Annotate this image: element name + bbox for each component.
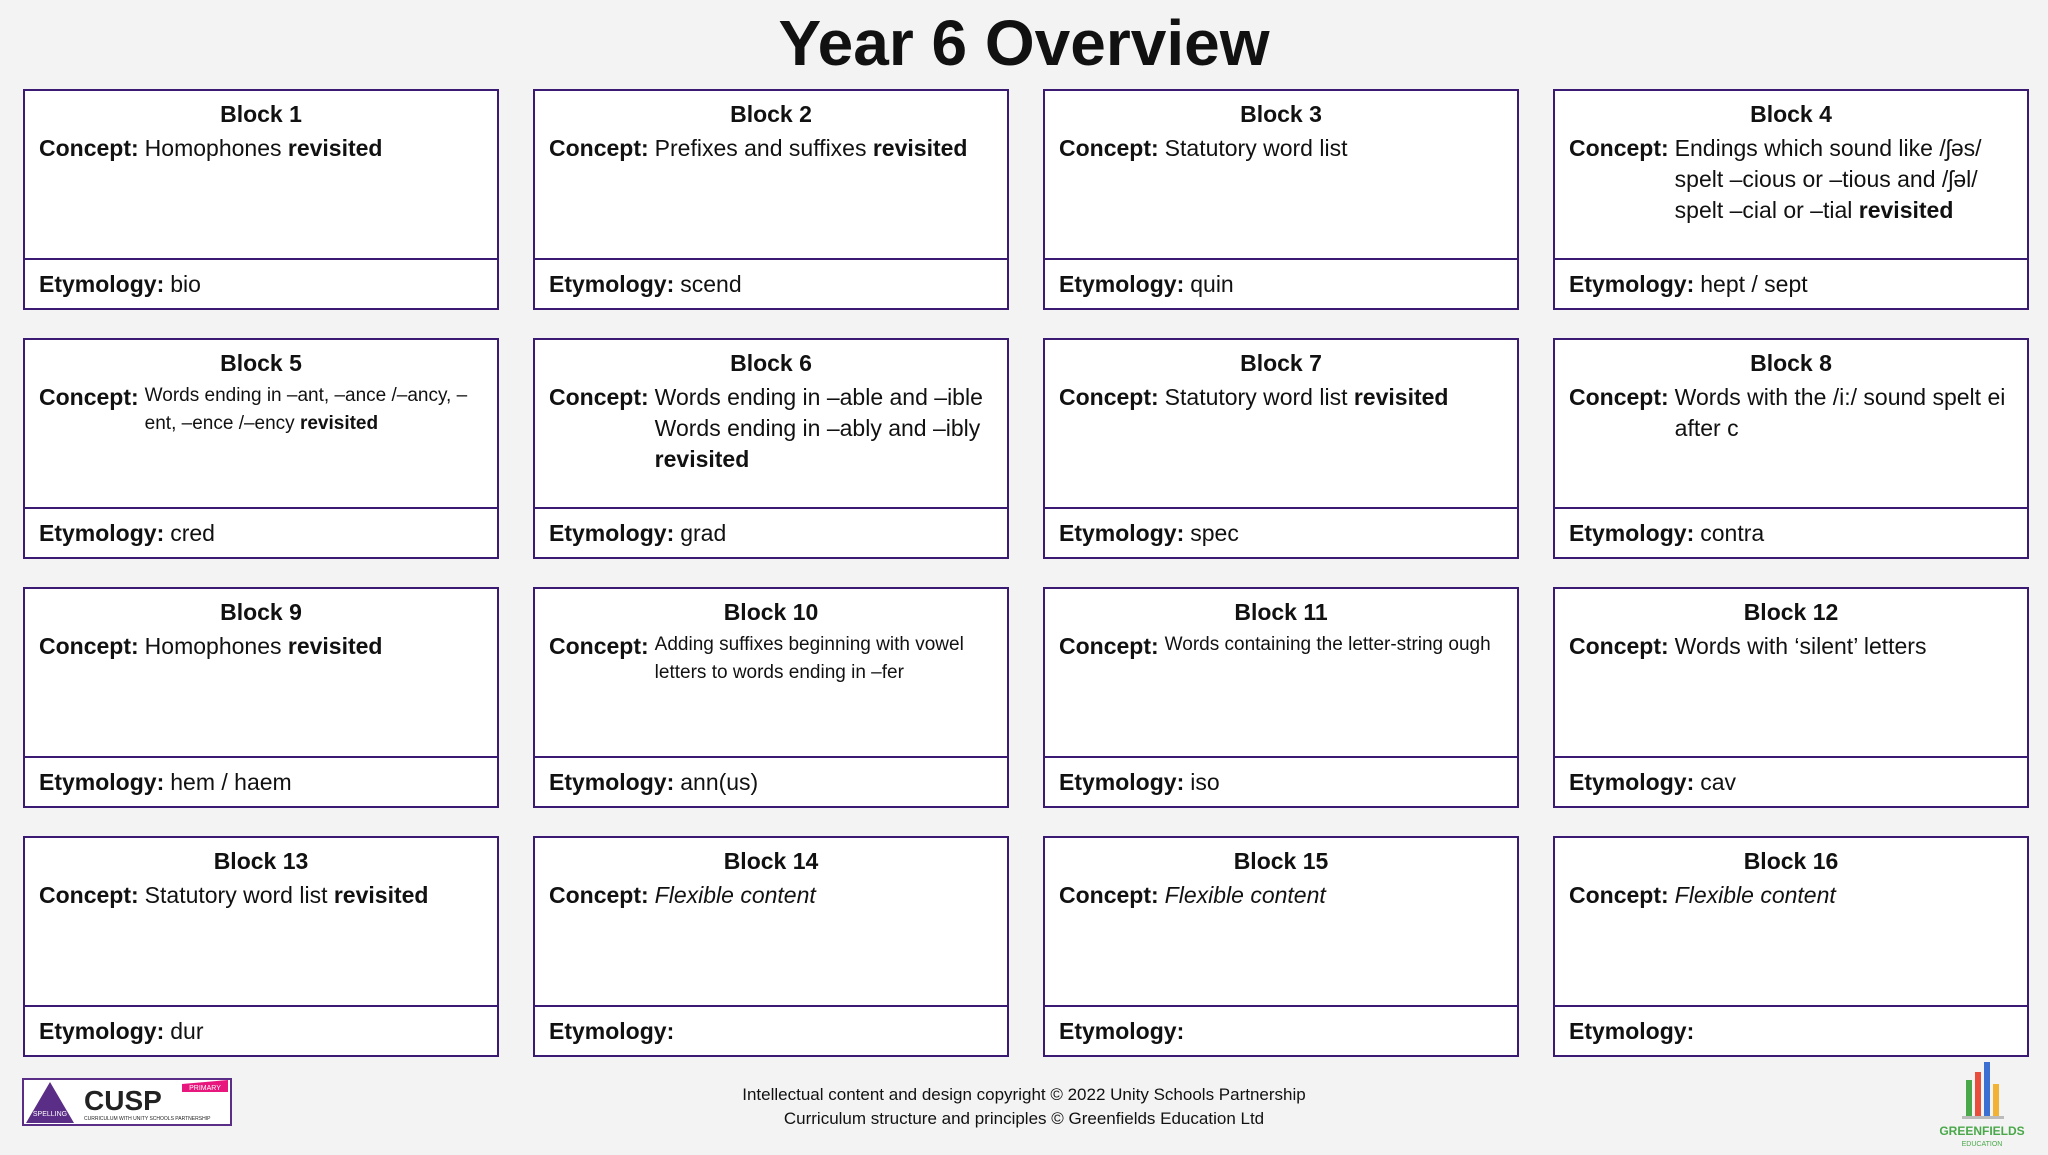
concept-text: Homophones revisited: [144, 135, 383, 161]
blocks-grid: [23, 89, 2029, 1057]
block-card: [1553, 587, 2029, 808]
block-card: [23, 587, 499, 808]
block-card: [533, 89, 1009, 310]
etymology-row: [1045, 258, 1517, 308]
footer: [0, 1083, 2048, 1131]
block-title: Block 14: [723, 848, 819, 874]
concept-label: Concept:: [549, 633, 649, 659]
etymology-row: [535, 258, 1007, 308]
etymology-label: Etymology:: [1059, 1017, 1185, 1044]
etymology-label: Etymology:: [549, 270, 675, 297]
etymology-label: Etymology:: [1569, 519, 1695, 546]
concept-text: Flexible content: [1674, 882, 1836, 908]
concept-text: Words containing the letter-string ough: [1164, 634, 1491, 655]
concept-row: [39, 880, 483, 911]
concept-text: Statutory word list revisited: [1164, 384, 1449, 410]
etymology-value: bio: [170, 270, 201, 297]
concept-text: Prefixes and suffixes revisited: [654, 135, 968, 161]
etymology-value: dur: [170, 1017, 204, 1044]
block-title: Block 10: [723, 599, 819, 625]
etymology-value: iso: [1190, 768, 1220, 795]
concept-label: Concept:: [1059, 882, 1159, 908]
block-card: [533, 587, 1009, 808]
etymology-row: [535, 507, 1007, 557]
concept-label: Concept:: [39, 135, 139, 161]
etymology-value: scend: [680, 270, 742, 297]
etymology-label: Etymology:: [549, 1017, 675, 1044]
concept-text: Statutory word list: [1164, 135, 1348, 161]
concept-row: [1059, 382, 1503, 413]
etymology-label: Etymology:: [1569, 270, 1695, 297]
concept-text: Words with the /i:/ sound spelt ei after c: [1674, 384, 2006, 441]
concept-row: [549, 880, 993, 911]
block-card: [533, 338, 1009, 559]
cusp-badge: PRIMARY: [189, 1085, 221, 1092]
etymology-label: Etymology:: [549, 519, 675, 546]
concept-row: [1569, 880, 2013, 911]
greenfields-sub: EDUCATION: [1961, 1141, 2003, 1148]
copyright-line-1: Intellectual content and design copyright © 2022 Unity Schools Partnership: [742, 1085, 1306, 1104]
concept-text: Adding suffixes beginning with vowel letters to words ending in –fer: [654, 634, 964, 683]
concept-row: [549, 133, 993, 164]
etymology-row: [1045, 1005, 1517, 1055]
block-title: Block 3: [1240, 101, 1322, 127]
block-card: [1553, 89, 2029, 310]
etymology-value: contra: [1700, 519, 1765, 546]
block-card: [23, 836, 499, 1057]
block-title: Block 2: [730, 101, 812, 127]
etymology-row: [1555, 258, 2027, 308]
cusp-logo-sub: CURRICULUM WITH UNITY SCHOOLS PARTNERSHIP: [84, 1116, 211, 1122]
etymology-value: hept / sept: [1700, 270, 1808, 297]
block-card: [1043, 587, 1519, 808]
page-title: Year 6 Overview: [778, 7, 1270, 79]
cusp-tag: SPELLING: [32, 1111, 68, 1118]
cusp-logo-text: CUSP: [84, 1085, 162, 1116]
concept-label: Concept:: [39, 633, 139, 659]
concept-text: Homophones revisited: [144, 633, 383, 659]
etymology-value: spec: [1190, 519, 1239, 546]
etymology-label: Etymology:: [39, 519, 165, 546]
block-title: Block 1: [220, 101, 302, 127]
block-card: [1553, 836, 2029, 1057]
block-card: [23, 89, 499, 310]
concept-text: Words with ‘silent’ letters: [1674, 633, 1927, 659]
block-title: Block 9: [220, 599, 302, 625]
concept-label: Concept:: [1059, 633, 1159, 659]
concept-row: [1569, 631, 2013, 662]
concept-label: Concept:: [1569, 135, 1669, 161]
block-title: Block 16: [1743, 848, 1839, 874]
block-title: Block 7: [1240, 350, 1322, 376]
block-card: [1043, 338, 1519, 559]
block-card: [1043, 836, 1519, 1057]
etymology-row: [1555, 507, 2027, 557]
block-card: [23, 338, 499, 559]
concept-label: Concept:: [1059, 384, 1159, 410]
etymology-label: Etymology:: [1059, 519, 1185, 546]
etymology-label: Etymology:: [1059, 768, 1185, 795]
block-title: Block 13: [213, 848, 309, 874]
block-card: [1043, 89, 1519, 310]
etymology-row: [25, 507, 497, 557]
etymology-label: Etymology:: [39, 1017, 165, 1044]
etymology-row: [1045, 756, 1517, 806]
concept-text: Flexible content: [654, 882, 816, 908]
etymology-label: Etymology:: [1569, 1017, 1695, 1044]
concept-label: Concept:: [1569, 882, 1669, 908]
concept-text: Words ending in –ant, –ance /–ancy, –ent, –ence /–ency revisited: [144, 385, 468, 434]
block-title: Block 8: [1750, 350, 1832, 376]
block-title: Block 11: [1234, 599, 1328, 625]
block-title: Block 4: [1750, 101, 1832, 127]
concept-text: Endings which sound like /ʃəs/ spelt –cious or –tious and /ʃəl/ spelt –cial or –tial revisited: [1674, 135, 1982, 223]
etymology-row: [535, 756, 1007, 806]
concept-label: Concept:: [549, 882, 649, 908]
etymology-label: Etymology:: [1059, 270, 1185, 297]
block-title: Block 15: [1233, 848, 1329, 874]
concept-label: Concept:: [549, 384, 649, 410]
etymology-label: Etymology:: [549, 768, 675, 795]
concept-text: Statutory word list revisited: [144, 882, 429, 908]
concept-label: Concept:: [1569, 633, 1669, 659]
concept-row: [1569, 382, 2013, 444]
greenfields-logo: [1932, 1058, 2032, 1150]
concept-row: [549, 382, 993, 475]
copyright-line-2: Curriculum structure and principles © Greenfields Education Ltd: [783, 1109, 1265, 1128]
etymology-value: grad: [680, 519, 727, 546]
etymology-label: Etymology:: [39, 270, 165, 297]
concept-row: [39, 631, 483, 662]
block-title: Block 6: [730, 350, 812, 376]
concept-row: [1059, 880, 1503, 911]
etymology-row: [25, 1005, 497, 1055]
etymology-value: quin: [1190, 270, 1234, 297]
etymology-value: cav: [1700, 768, 1737, 795]
concept-label: Concept:: [1569, 384, 1669, 410]
block-card: [1553, 338, 2029, 559]
block-card: [533, 836, 1009, 1057]
etymology-row: [1555, 756, 2027, 806]
etymology-row: [1555, 1005, 2027, 1055]
concept-row: [1059, 133, 1503, 164]
concept-label: Concept:: [39, 384, 139, 410]
etymology-value: ann(us): [680, 768, 759, 795]
concept-text: Words ending in –able and –ible Words ending in –ably and –ibly revisited: [654, 384, 983, 472]
block-title: Block 5: [220, 350, 302, 376]
etymology-row: [1045, 507, 1517, 557]
concept-row: [1059, 631, 1503, 662]
concept-label: Concept:: [549, 135, 649, 161]
etymology-row: [535, 1005, 1007, 1055]
block-title: Block 12: [1743, 599, 1839, 625]
etymology-label: Etymology:: [39, 768, 165, 795]
concept-text: Flexible content: [1164, 882, 1326, 908]
greenfields-text: GREENFIELDS: [1939, 1124, 2025, 1138]
etymology-value: cred: [170, 519, 215, 546]
concept-row: [39, 133, 483, 164]
etymology-label: Etymology:: [1569, 768, 1695, 795]
concept-label: Concept:: [1059, 135, 1159, 161]
etymology-row: [25, 756, 497, 806]
concept-label: Concept:: [39, 882, 139, 908]
etymology-value: hem / haem: [170, 768, 292, 795]
concept-row: [549, 631, 993, 687]
concept-row: [39, 382, 483, 438]
etymology-row: [25, 258, 497, 308]
concept-row: [1569, 133, 2013, 226]
